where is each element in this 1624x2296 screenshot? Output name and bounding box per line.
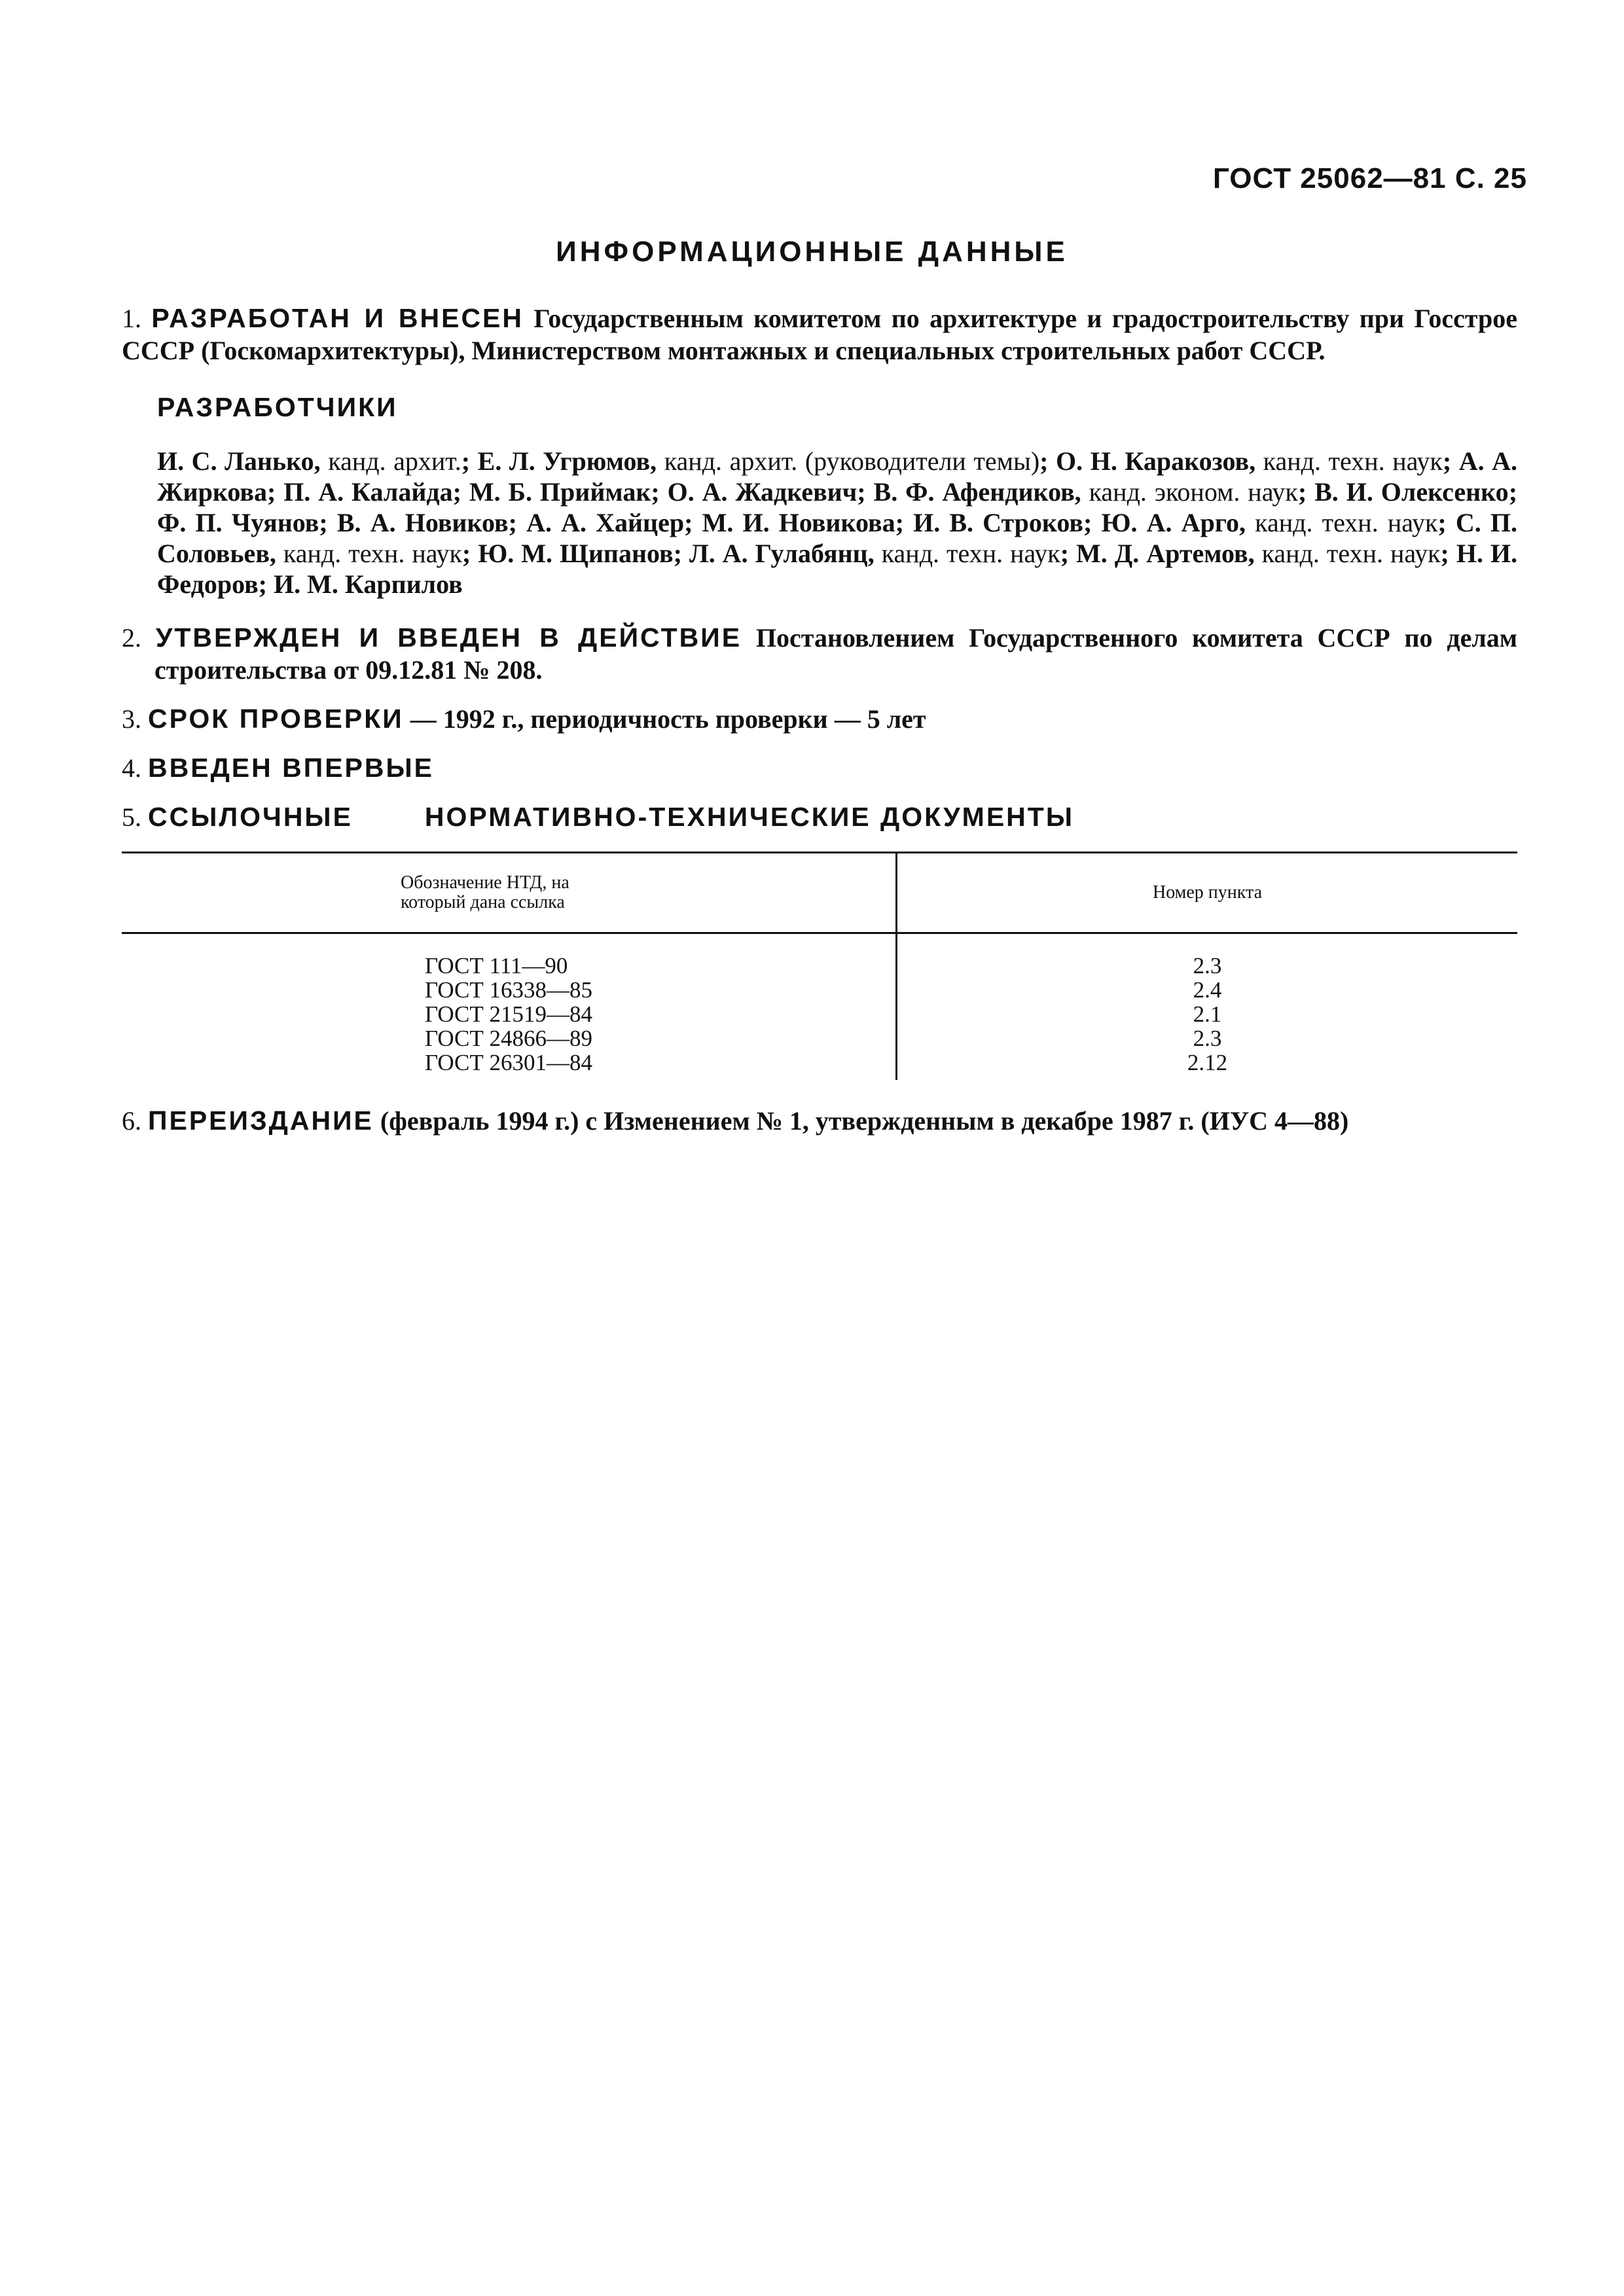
reference-document: ГОСТ 24866—89 — [424, 1026, 593, 1051]
developer-degree: канд. техн. наук — [881, 539, 1060, 568]
item-review-period — [122, 703, 1517, 735]
document-body — [122, 302, 1517, 1154]
page-header: ГОСТ 25062—81 С. 25 — [1212, 162, 1527, 194]
item-number: 5. — [122, 802, 141, 832]
developer-name: Н. И. Федоров — [157, 539, 1518, 599]
developer-name: Л. А. Гулабянц — [689, 539, 868, 568]
developers-heading: РАЗРАБОТЧИКИ — [157, 392, 398, 422]
reference-document: ГОСТ 16338—85 — [424, 977, 593, 1003]
developer-degree: канд. техн. наук — [1255, 508, 1438, 537]
developer-name: А. А. Жиркова — [157, 446, 1518, 507]
developer-name: Ф. П. Чуянов — [157, 508, 319, 537]
developer-name: О. А. Жадкевич — [667, 477, 857, 507]
table-body-row — [122, 933, 1517, 1081]
item-heading: ПЕРЕИЗДАНИЕ — [148, 1105, 374, 1136]
item-introduced — [122, 752, 1517, 784]
item-heading: ССЫЛОЧНЫЕ — [148, 802, 353, 832]
item-heading: РАЗРАБОТАН И ВНЕСЕН — [151, 303, 524, 333]
item-text: (февраль 1994 г.) с Изменением № 1, утвержденным в декабре 1987 г. (ИУС 4—88) — [380, 1106, 1349, 1136]
developer-name: И. С. Ланько — [157, 446, 314, 476]
item-heading: СРОК ПРОВЕРКИ — [148, 704, 404, 734]
developer-name: М. Д. Артемов — [1076, 539, 1248, 568]
clause-column — [897, 933, 1518, 1081]
clause-number: 2.4 — [1193, 977, 1222, 1003]
clause-number: 2.1 — [1193, 1001, 1222, 1027]
developer-name: И. В. Строков — [913, 508, 1084, 537]
developer-name: Ю. А. Арго — [1101, 508, 1239, 537]
developers-list: И. С. Ланько, канд. архит.; Е. Л. Угрюмов, канд. архит. (руководители темы); О. Н. Каракозов, канд. техн. наук; А. А. Жиркова; П. А. Калайда; М. Б. Приймак; О. А. Жадкевич; В. Ф. Афендиков, канд. эконом. наук; В. И. Олексенко; Ф. П. Чуянов; В. А. Новиков; А. А. Хайцер; М. И. Новикова; И. В. Строков; Ю. А. Арго, канд. техн. наук; С. П. Соловьев, канд. техн. наук; Ю. М. Щипанов; Л. А. Гулабянц, канд. техн. наук; М. Д. Артемов, канд. техн. наук; Н. И. Федоров; И. М. Карпилов — [157, 446, 1518, 599]
developer-degree: канд. архит. (руководители темы) — [664, 446, 1040, 476]
developer-name: И. М. Карпилов — [274, 569, 463, 599]
developer-degree: канд. техн. наук — [283, 539, 462, 568]
developer-name: П. А. Калайда — [283, 477, 453, 507]
item-number: 1. — [122, 304, 141, 333]
item-heading: ВВЕДЕН ВПЕРВЫЕ — [148, 753, 434, 783]
developer-name: А. А. Хайцер — [526, 508, 685, 537]
developer-degree: канд. техн. наук — [1263, 446, 1443, 476]
developer-degree: канд. техн. наук — [1261, 539, 1441, 568]
developer-name: М. И. Новикова — [702, 508, 895, 537]
item-heading-continued: НОРМАТИВНО-ТЕХНИЧЕСКИЕ ДОКУМЕНТЫ — [424, 802, 1074, 832]
clause-number: 2.3 — [1193, 1026, 1222, 1051]
item-text: Государственным комитетом по архитектуре и градостроительству при Госстрое СССР (Госкомархитектуры), Министерством монтажных и специальных строительных работ СССР. — [122, 304, 1518, 365]
developer-degree: канд. архит. — [328, 446, 461, 476]
document-title: ИНФОРМАЦИОННЫЕ ДАННЫЕ — [556, 236, 1068, 268]
reference-table — [122, 852, 1517, 1080]
developer-name: Е. Л. Угрюмов — [477, 446, 651, 476]
developer-name: В. А. Новиков — [336, 508, 509, 537]
item-heading: УТВЕРЖДЕН И ВВЕДЕН В ДЕЙСТВИЕ — [155, 622, 742, 653]
developer-name: С. П. Соловьев — [157, 508, 1518, 568]
item-approved — [122, 622, 1517, 686]
clause-number: 2.3 — [1193, 953, 1222, 978]
clause-number: 2.12 — [1187, 1050, 1228, 1075]
item-developed — [122, 302, 1517, 367]
developer-name: Ю. М. Щипанов — [478, 539, 674, 568]
developer-name: В. И. Олексенко — [1314, 477, 1509, 507]
item-text: Постановлением Государственного комитета СССР по делам строительства от 09.12.81 № 208. — [154, 623, 1518, 685]
item-text: — 1992 г., периодичность проверки — 5 лет — [410, 704, 926, 734]
item-reissue — [122, 1105, 1517, 1137]
developer-degree: канд. эконом. наук — [1089, 477, 1298, 507]
reference-document: ГОСТ 26301—84 — [424, 1050, 593, 1075]
reference-document: ГОСТ 21519—84 — [424, 1001, 593, 1027]
item-number: 6. — [122, 1106, 141, 1136]
reference-column — [122, 933, 897, 1081]
reference-document: ГОСТ 111—90 — [424, 953, 568, 978]
developer-name: М. Б. Приймак — [469, 477, 651, 507]
item-number: 2. — [122, 623, 141, 653]
column-header-reference: Обозначение НТД, на который дана ссылка — [122, 853, 897, 933]
developer-name: В. Ф. Афендиков — [873, 477, 1075, 507]
item-number: 4. — [122, 753, 141, 783]
table-header-row — [122, 853, 1517, 933]
column-header-clause: Номер пункта — [897, 853, 1518, 933]
item-references — [122, 801, 1517, 833]
item-number: 3. — [122, 704, 141, 734]
developer-name: О. Н. Каракозов — [1056, 446, 1250, 476]
